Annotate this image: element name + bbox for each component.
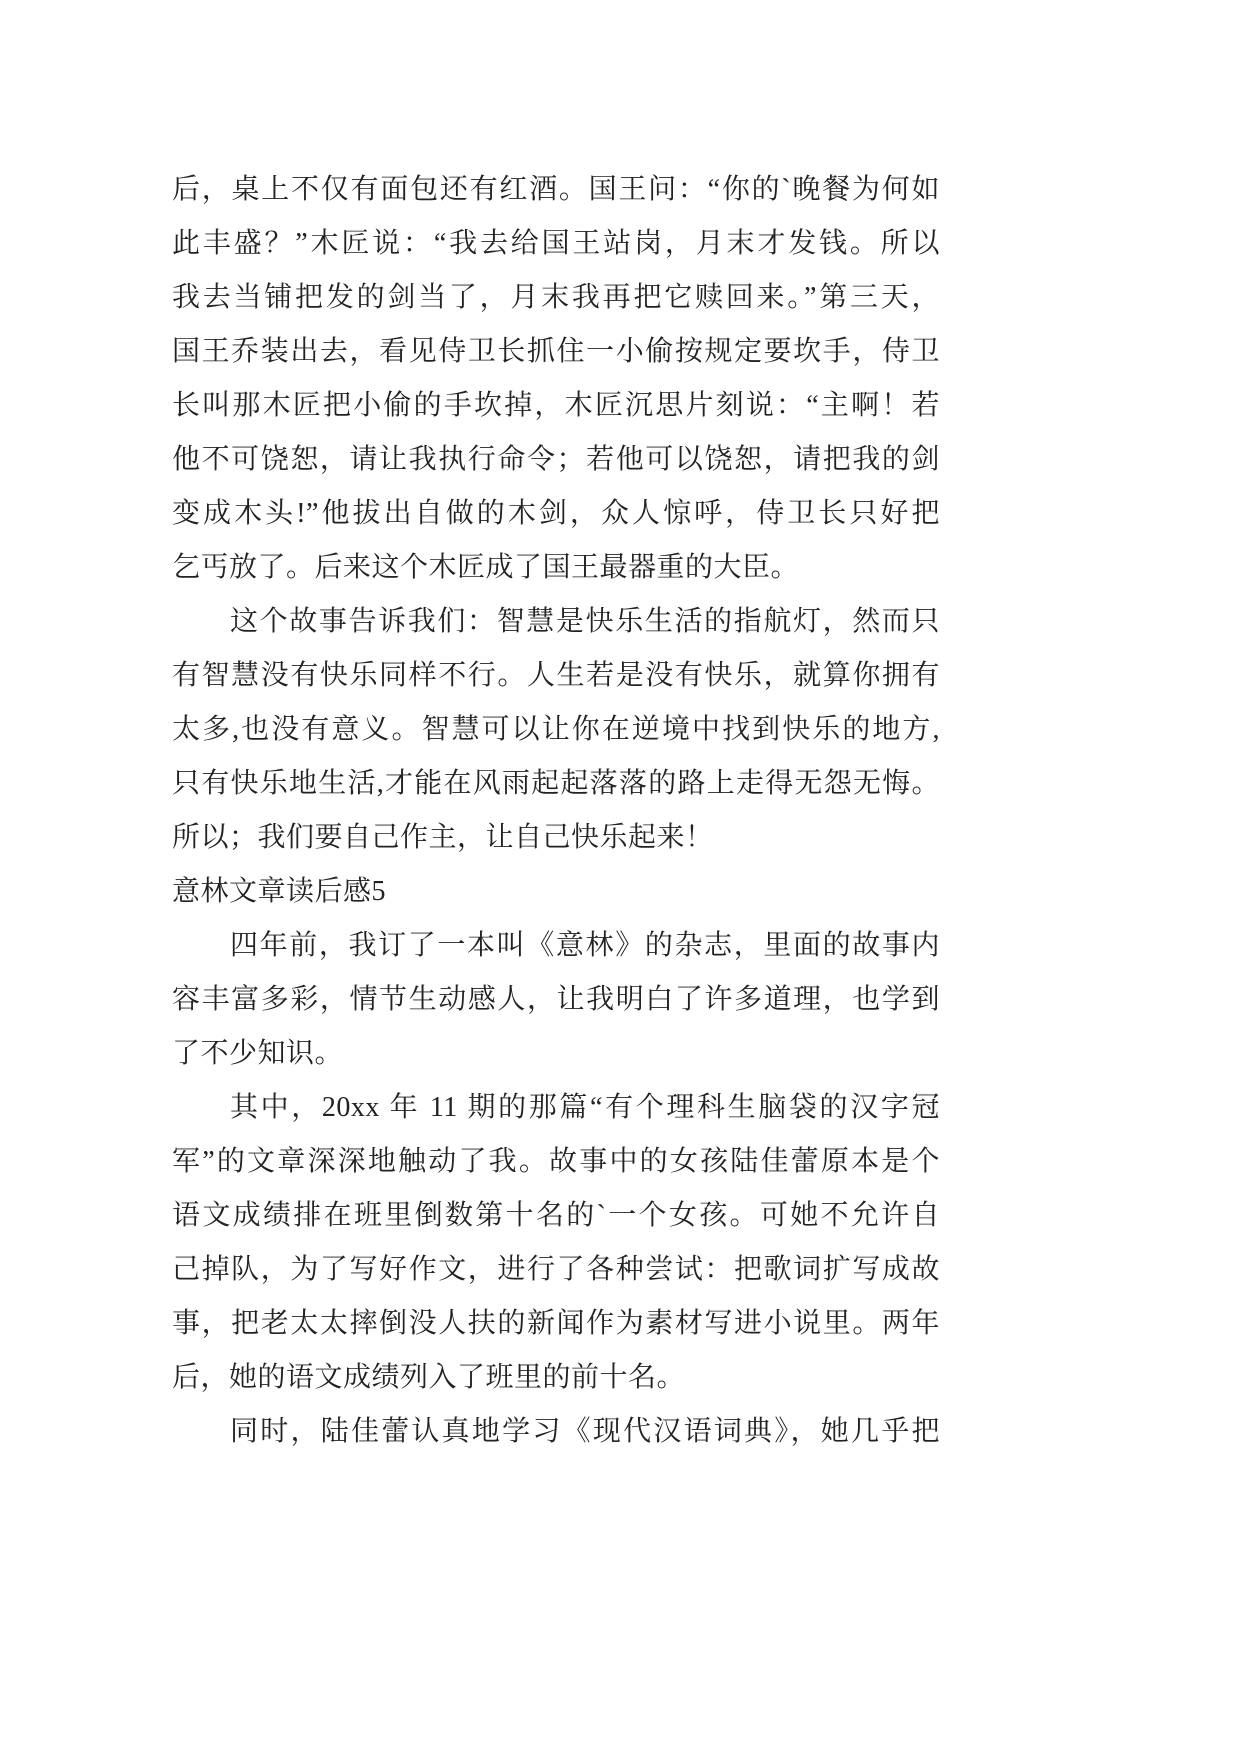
text-line: 所以；我们要自己作主，让自己快乐起来！ bbox=[172, 822, 714, 853]
paragraph bbox=[172, 919, 940, 1081]
text-line: 后，桌上不仅有面包还有红酒。国王问：“你的`晚餐为何如 bbox=[172, 174, 940, 205]
text-line: 事，把老太太摔倒没人扶的新闻作为素材写进小说里。两年 bbox=[172, 1308, 940, 1339]
text-line: 语文成绩排在班里倒数第十名的`一个女孩。可她不允许自 bbox=[172, 1200, 940, 1231]
text-line: 只有快乐地生活,才能在风雨起起落落的路上走得无怨无悔。 bbox=[172, 768, 940, 799]
text-line: 其中，20xx 年 11 期的那篇“有个理科生脑袋的汉字冠 bbox=[230, 1092, 940, 1123]
text-line: 此丰盛？”木匠说：“我去给国王站岗，月末才发钱。所以 bbox=[172, 228, 940, 259]
section-title: 意林文章读后感5 bbox=[172, 876, 387, 907]
text-line: 长叫那木匠把小偷的手坎掉，木匠沉思片刻说：“主啊！若 bbox=[172, 390, 940, 421]
text-line: 了不少知识。 bbox=[172, 1038, 344, 1069]
text-line: 太多,也没有意义。智慧可以让你在逆境中找到快乐的地方, bbox=[172, 714, 940, 745]
text-line: 乞丐放了。后来这个木匠成了国王最器重的大臣。 bbox=[172, 552, 800, 583]
text-line: 后，她的语文成绩列入了班里的前十名。 bbox=[172, 1362, 686, 1393]
text-line: 国王乔装出去，看见侍卫长抓住一小偷按规定要坎手，侍卫 bbox=[172, 336, 940, 367]
document-body bbox=[172, 163, 940, 1459]
paragraph bbox=[172, 1405, 940, 1459]
text-line: 我去当铺把发的剑当了，月末我再把它赎回来。”第三天， bbox=[172, 282, 940, 313]
text-line: 他不可饶恕，请让我执行命令；若他可以饶恕，请把我的剑 bbox=[172, 444, 940, 475]
text-line: 容丰富多彩，情节生动感人，让我明白了许多道理，也学到 bbox=[172, 984, 940, 1015]
text-line: 四年前，我订了一本叫《意林》的杂志，里面的故事内 bbox=[230, 930, 940, 961]
text-line: 这个故事告诉我们：智慧是快乐生活的指航灯，然而只 bbox=[230, 606, 940, 637]
text-line: 军”的文章深深地触动了我。故事中的女孩陆佳蕾原本是个 bbox=[172, 1146, 940, 1177]
text-line: 有智慧没有快乐同样不行。人生若是没有快乐，就算你拥有 bbox=[172, 660, 940, 691]
text-line: 变成木头!”他拔出自做的木剑，众人惊呼，侍卫长只好把 bbox=[172, 498, 940, 529]
paragraph bbox=[172, 595, 940, 865]
paragraph bbox=[172, 1081, 940, 1405]
paragraph bbox=[172, 163, 940, 595]
text-line: 同时，陆佳蕾认真地学习《现代汉语词典》，她几乎把 bbox=[230, 1416, 940, 1447]
text-line: 己掉队，为了写好作文，进行了各种尝试：把歌词扩写成故 bbox=[172, 1254, 940, 1285]
